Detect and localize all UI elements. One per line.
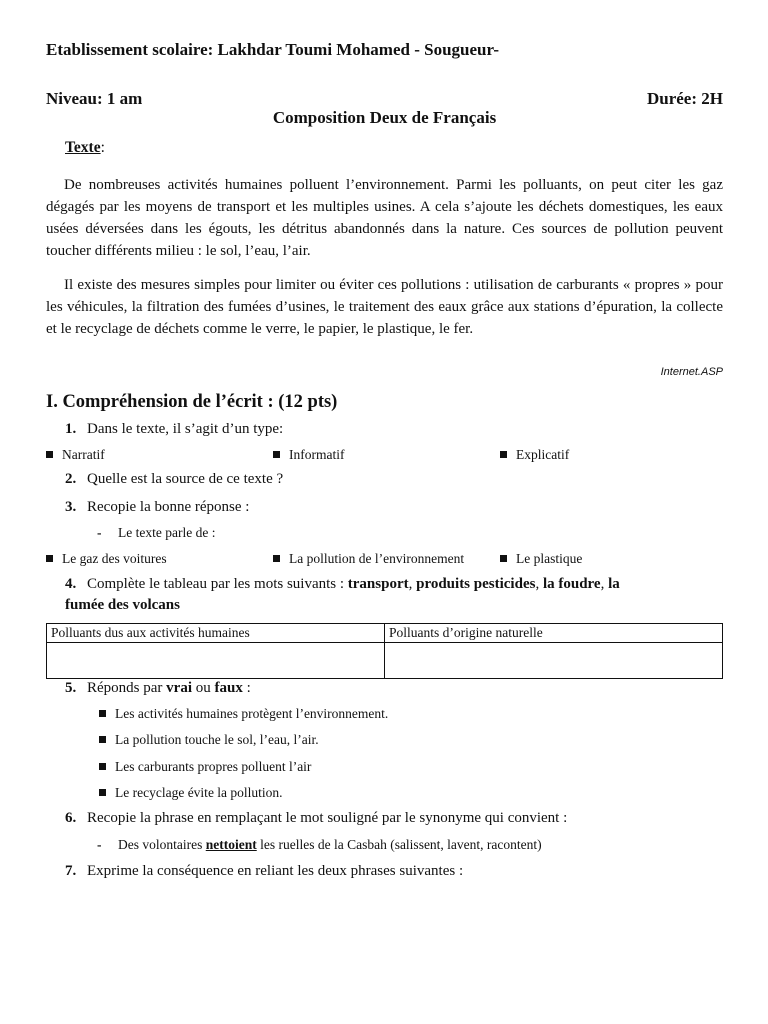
bullet-square-icon — [99, 789, 106, 796]
table-cell-natural-answer[interactable] — [385, 643, 723, 679]
table-header-human: Polluants dus aux activités humaines — [47, 624, 385, 643]
q6-sentence: - Des volontaires nettoient les ruelles de la Casbah (salissent, lavent, racontent) — [97, 837, 542, 852]
duration: Durée: 2H — [646, 89, 723, 108]
table-header-natural: Polluants d’origine naturelle — [385, 624, 723, 643]
bullet-square-icon — [500, 451, 507, 458]
question-3: 3. Recopie la bonne réponse : — [65, 499, 250, 515]
q5-item-1: Les activités humaines protègent l’environnement. — [99, 706, 388, 722]
q4-table — [46, 623, 723, 679]
school-name: Etablissement scolaire: Lakhdar Toumi Mohamed - Sougueur- — [46, 40, 500, 59]
text-label: Texte: — [65, 139, 105, 156]
bullet-square-icon — [99, 763, 106, 770]
question-4-cont: fumée des volcans — [65, 597, 180, 613]
table-cell-human-answer[interactable] — [47, 643, 385, 679]
bullet-square-icon — [273, 451, 280, 458]
question-5: 5. Réponds par vrai ou faux : — [65, 680, 251, 696]
question-2: 2. Quelle est la source de ce texte ? — [65, 471, 284, 487]
question-7: 7. Exprime la conséquence en reliant les deux phrases suivantes : — [65, 863, 464, 879]
bullet-square-icon — [500, 555, 507, 562]
dash-bullet-icon: - — [97, 837, 102, 852]
level: Niveau: 1 am — [46, 89, 143, 108]
question-1: 1. Dans le texte, il s’agit d’un type: — [65, 421, 284, 437]
q5-item-3: Les carburants propres polluent l’air — [99, 759, 311, 775]
q1-option-2: Informatif — [273, 447, 344, 463]
dash-bullet-icon: - — [97, 525, 102, 540]
q3-option-1: Le gaz des voitures — [46, 551, 167, 567]
section1-title: I. Compréhension de l’écrit : (12 pts) — [46, 392, 338, 412]
underlined-word: nettoient — [205, 837, 257, 852]
bullet-square-icon — [273, 555, 280, 562]
bullet-square-icon — [99, 736, 106, 743]
bullet-square-icon — [99, 710, 106, 717]
bullet-square-icon — [46, 451, 53, 458]
question-4: 4. Complète le tableau par les mots suivants : transport, produits pesticides, la foudre, la — [65, 576, 620, 592]
q1-option-3: Explicatif — [500, 447, 569, 463]
exam-title: Composition Deux de Français — [272, 108, 497, 127]
text-paragraph-2: Il existe des mesures simples pour limiter ou éviter ces pollutions : utilisation de carburants « propres » pour les véhicules, la filtration des fumées d’usines, le traitement des eaux grâce aux stations d’épuration, la collecte et le recyclage de déchets comme le verre, le papier, le plastique, le fer. — [46, 277, 723, 337]
q3-sub: - Le texte parle de : — [97, 525, 216, 540]
bullet-square-icon — [46, 555, 53, 562]
q5-item-2: La pollution touche le sol, l’eau, l’air. — [99, 732, 319, 748]
q5-item-4: Le recyclage évite la pollution. — [99, 785, 283, 801]
q3-option-3: Le plastique — [500, 551, 582, 567]
question-6: 6. Recopie la phrase en remplaçant le mot souligné par le synonyme qui convient : — [65, 810, 568, 826]
text-paragraph-1: De nombreuses activités humaines polluent l’environnement. Parmi les polluants, on peut citer les gaz dégagés par les moyens de transport et les multiples usines. A cela s’ajoute les déchets domestiques, les eaux usées déversées dans les égouts, les détritus abandonnés dans la nature. Ces sources de pollution peuvent toucher différents milieu : le sol, l’eau, l’air. — [46, 177, 723, 259]
q3-option-2: La pollution de l’environnement — [273, 551, 464, 567]
text-source: Internet.ASP — [660, 366, 723, 378]
q1-option-1: Narratif — [46, 447, 105, 463]
